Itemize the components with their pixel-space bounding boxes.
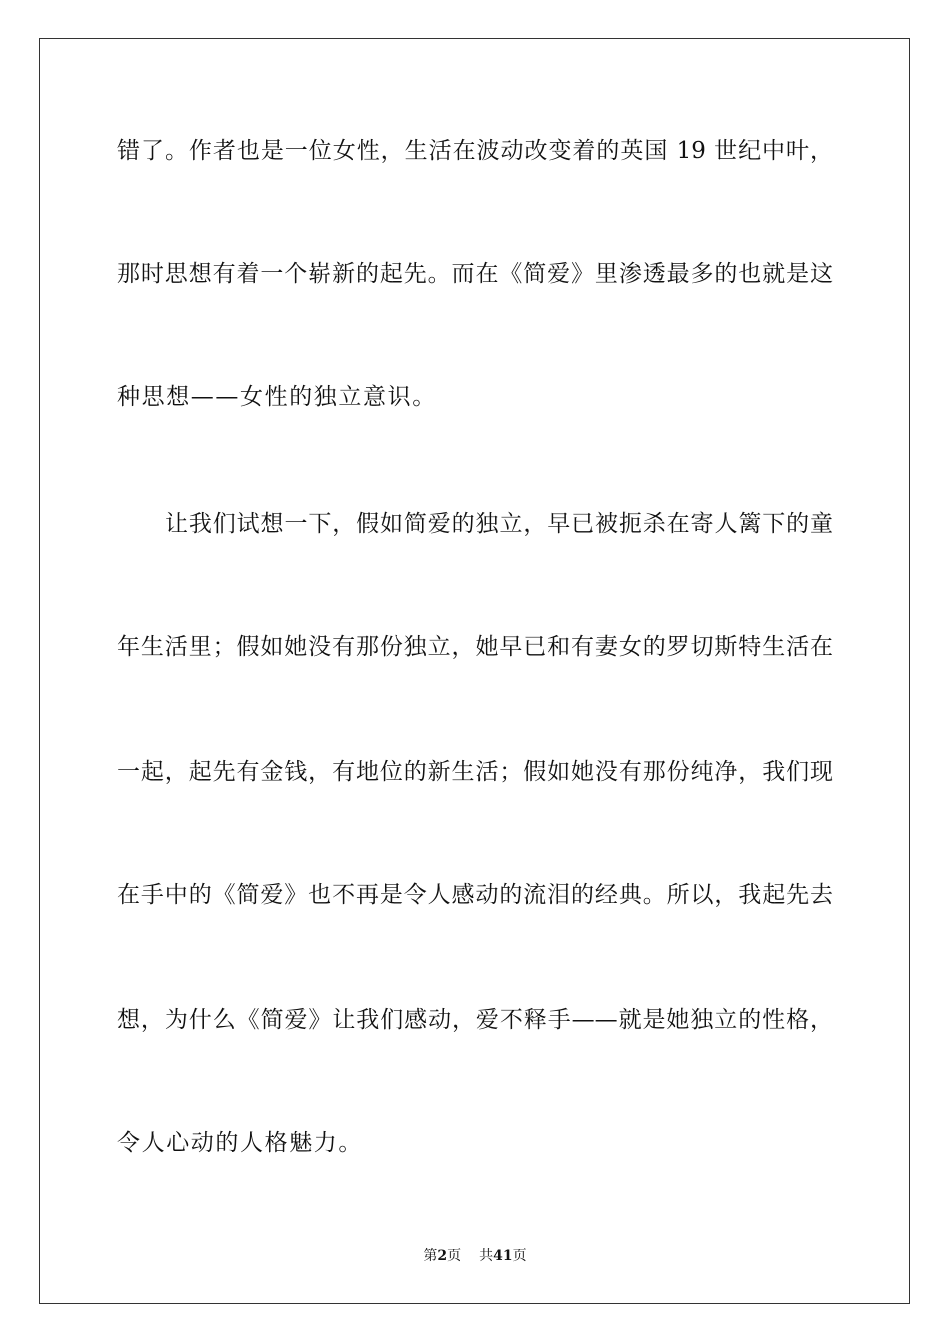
page-footer bbox=[0, 1247, 950, 1265]
page-frame bbox=[39, 38, 910, 1304]
body-line-1: 错了。作者也是一位女性，生活在波动改变着的英国 19 世纪中叶， bbox=[117, 138, 833, 164]
body-line-8: 想，为什么《简爱》让我们感动，爱不释手——就是她独立的性格， bbox=[117, 1007, 833, 1033]
body-line-6: 一起，起先有金钱，有地位的新生活；假如她没有那份纯净，我们现 bbox=[117, 759, 833, 785]
body-line-7: 在手中的《简爱》也不再是令人感动的流泪的经典。所以，我起先去 bbox=[117, 882, 833, 908]
body-line-2: 那时思想有着一个崭新的起先。而在《简爱》里渗透最多的也就是这 bbox=[117, 261, 833, 287]
total-suffix: 页 bbox=[512, 1248, 527, 1264]
page-suffix: 页 bbox=[447, 1248, 462, 1264]
page-number: 2 bbox=[437, 1248, 448, 1264]
total-pages: 41 bbox=[493, 1248, 513, 1264]
page-prefix: 第 bbox=[423, 1248, 438, 1264]
body-line-9: 令人心动的人格魅力。 bbox=[117, 1130, 363, 1156]
total-prefix: 共 bbox=[479, 1248, 494, 1264]
body-line-5: 年生活里；假如她没有那份独立，她早已和有妻女的罗切斯特生活在 bbox=[117, 634, 833, 660]
body-line-3: 种思想——女性的独立意识。 bbox=[117, 384, 437, 410]
body-line-4: 让我们试想一下，假如简爱的独立，早已被扼杀在寄人篱下的童 bbox=[165, 511, 833, 537]
